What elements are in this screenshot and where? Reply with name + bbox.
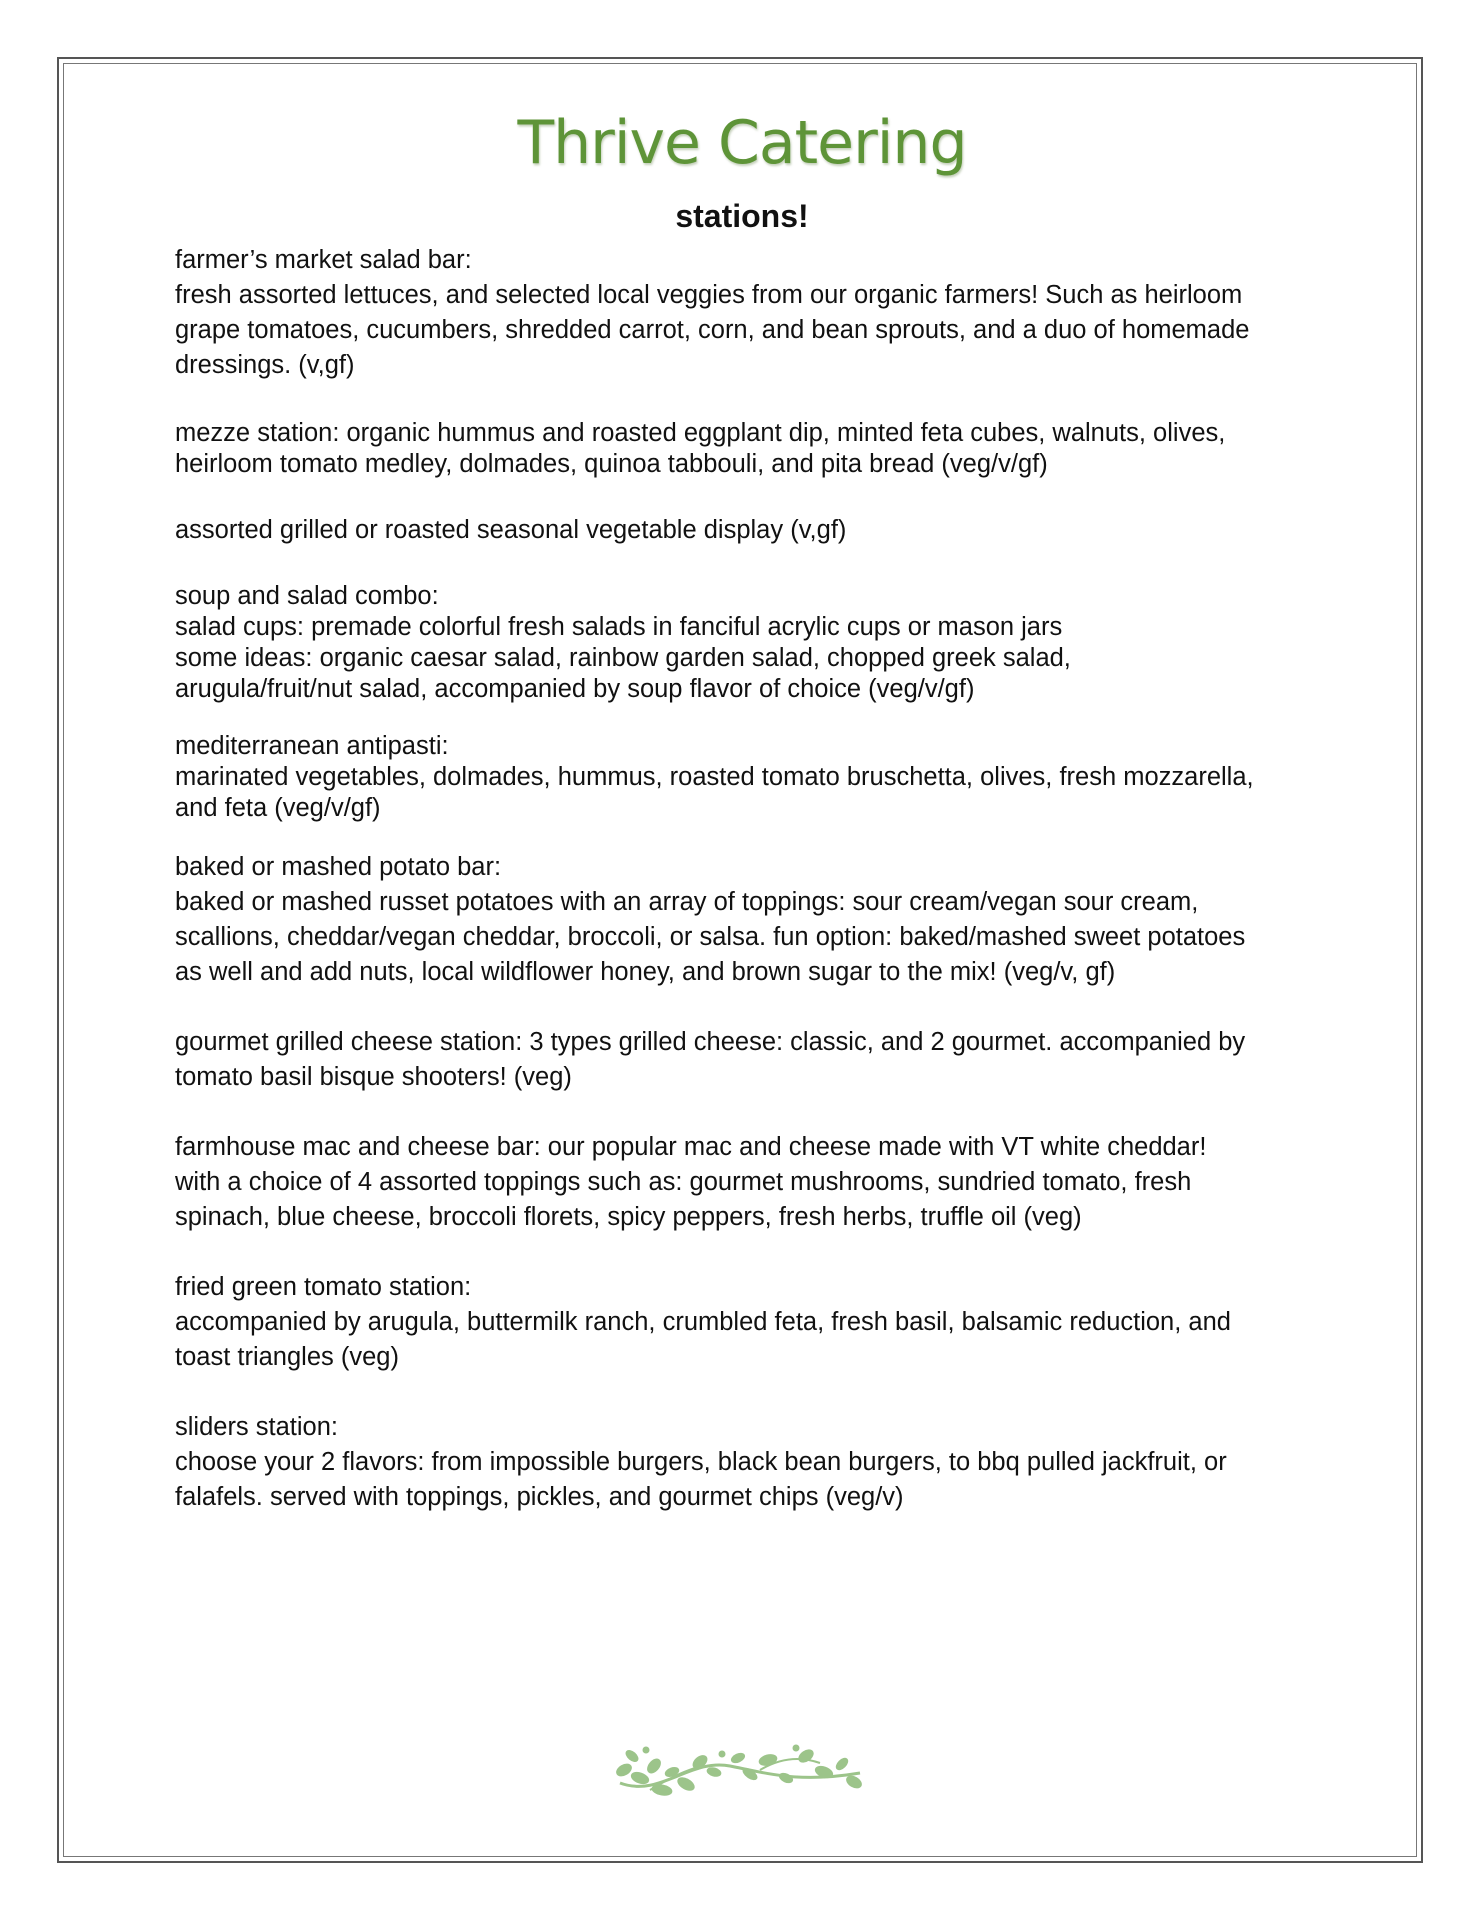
- section-text: scallions, cheddar/vegan cheddar, broccoli, or salsa. fun option: baked/mashed sweet potatoes: [175, 923, 1246, 951]
- section-text: farmhouse mac and cheese bar: our popular mac and cheese made with VT white cheddar!: [175, 1133, 1207, 1161]
- menu-section-mac-and-cheese: [175, 1130, 1325, 1235]
- section-text: falafels. served with toppings, pickles, and gourmet chips (veg/v): [175, 1483, 904, 1511]
- menu-section-salad-bar: [175, 243, 1325, 383]
- section-heading: mediterranean antipasti:: [175, 732, 449, 760]
- section-text: spinach, blue cheese, broccoli florets, spicy peppers, fresh herbs, truffle oil (veg): [175, 1203, 1082, 1231]
- section-text: marinated vegetables, dolmades, hummus, roasted tomato bruschetta, olives, fresh mozzarella,: [175, 763, 1254, 791]
- menu-section-antipasti: [175, 731, 1325, 824]
- menu-section-mezze: [175, 418, 1325, 480]
- section-text: toast triangles (veg): [175, 1343, 399, 1371]
- section-text: as well and add nuts, local wildflower honey, and brown sugar to the mix! (veg/v, gf): [175, 958, 1116, 986]
- section-text: baked or mashed russet potatoes with an array of toppings: sour cream/vegan sour cream,: [175, 888, 1199, 916]
- section-text: some ideas: organic caesar salad, rainbow garden salad, chopped greek salad,: [175, 644, 1071, 672]
- menu-section-fried-green-tomato: [175, 1270, 1325, 1375]
- page-subtitle: stations!: [675, 198, 809, 234]
- vine-ornament-icon: [610, 1728, 870, 1808]
- section-text: mezze station: organic hummus and roasted eggplant dip, minted feta cubes, walnuts, olives,: [175, 419, 1226, 447]
- menu-section-sliders: [175, 1410, 1325, 1515]
- section-heading: farmer’s market salad bar:: [175, 246, 472, 274]
- section-text: grape tomatoes, cucumbers, shredded carrot, corn, and bean sprouts, and a duo of homemade: [175, 316, 1250, 344]
- section-text: arugula/fruit/nut salad, accompanied by soup flavor of choice (veg/v/gf): [175, 675, 975, 703]
- section-heading: fried green tomato station:: [175, 1273, 472, 1301]
- section-text: fresh assorted lettuces, and selected local veggies from our organic farmers! Such as heirloom: [175, 281, 1243, 309]
- section-text: assorted grilled or roasted seasonal vegetable display (v,gf): [175, 516, 847, 544]
- section-text: choose your 2 flavors: from impossible burgers, black bean burgers, to bbq pulled jackfruit, or: [175, 1448, 1227, 1476]
- brand-logo: Thrive Catering: [517, 108, 967, 178]
- section-heading: soup and salad combo:: [175, 582, 439, 610]
- menu-section-grilled-cheese: [175, 1025, 1325, 1095]
- section-text: heirloom tomato medley, dolmades, quinoa tabbouli, and pita bread (veg/v/gf): [175, 450, 1048, 478]
- section-heading: baked or mashed potato bar:: [175, 853, 502, 881]
- section-text: dressings. (v,gf): [175, 351, 355, 379]
- menu-section-vegetable-display: [175, 515, 1325, 546]
- menu-section-potato-bar: [175, 850, 1325, 990]
- section-text: accompanied by arugula, buttermilk ranch, crumbled feta, fresh basil, balsamic reduction, and: [175, 1308, 1231, 1336]
- menu-content: [175, 243, 1325, 1515]
- section-heading: sliders station:: [175, 1413, 338, 1441]
- section-text: gourmet grilled cheese station: 3 types grilled cheese: classic, and 2 gourmet. accompanied by: [175, 1028, 1246, 1056]
- menu-section-soup-salad: [175, 581, 1325, 705]
- section-text: salad cups: premade colorful fresh salads in fanciful acrylic cups or mason jars: [175, 613, 1063, 641]
- section-text: with a choice of 4 assorted toppings such as: gourmet mushrooms, sundried tomato, fresh: [175, 1168, 1192, 1196]
- section-text: tomato basil bisque shooters! (veg): [175, 1063, 572, 1091]
- section-text: and feta (veg/v/gf): [175, 794, 381, 822]
